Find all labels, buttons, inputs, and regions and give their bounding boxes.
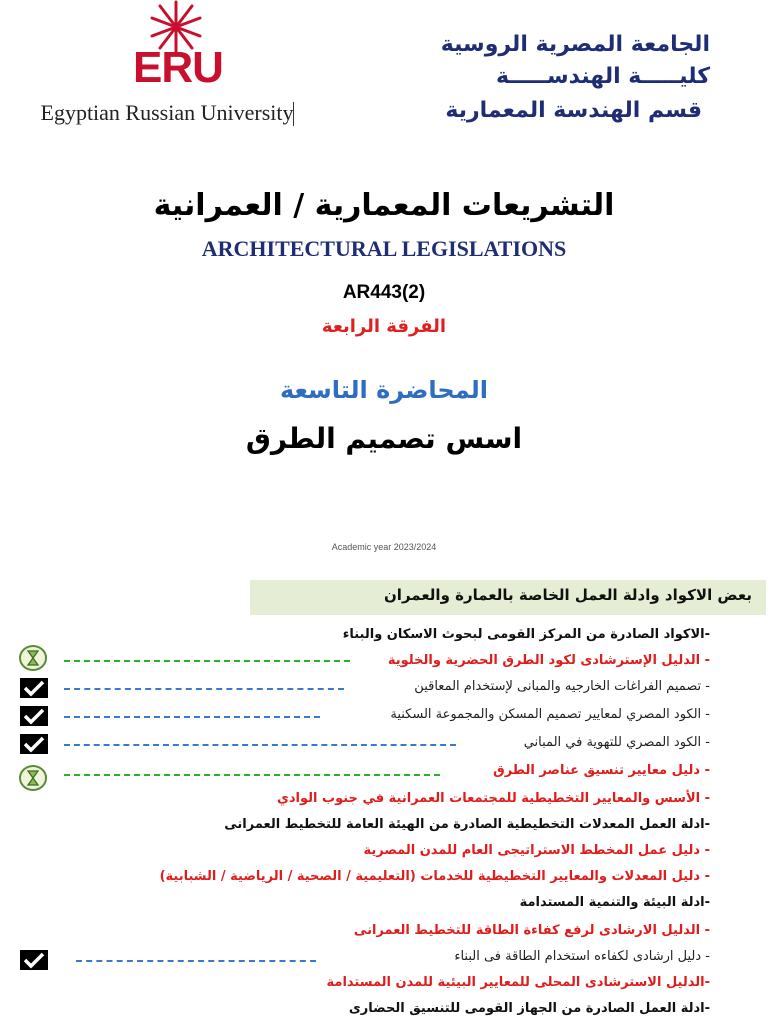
lecture-subject: اسس تصميم الطرق xyxy=(245,422,523,455)
dashed-leader xyxy=(64,688,344,690)
check-icon xyxy=(20,678,48,698)
course-code: AR443(2) xyxy=(342,282,426,303)
dashed-leader xyxy=(76,960,316,962)
department-name: قسم الهندسة المعمارية xyxy=(445,98,702,123)
list-item: - الكود المصري للتهوية في المباني xyxy=(523,735,710,750)
dashed-leader xyxy=(64,744,456,746)
logo-university-name: Egyptian Russian University xyxy=(36,100,298,126)
list-item: - الدليل الارشادى لرفع كفاءة الطاقة للتخطيط العمرانى xyxy=(353,923,710,938)
grade-level: الفرقة الرابعة xyxy=(321,316,447,337)
list-item: - دليل المعدلات والمعايير التخطيطية للخدمات (التعليمية / الصحية / الرياضية / الشبابية) xyxy=(159,869,710,884)
dashed-leader xyxy=(64,774,440,776)
list-item: -الاكواد الصادرة من المركز القومى لبحوث الاسكان والبناء xyxy=(342,627,710,642)
academic-year: Academic year 2023/2024 xyxy=(331,542,437,552)
lecture-number: المحاضرة التاسعة xyxy=(279,376,489,404)
list-item: - الدليل الإسترشادى لكود الطرق الحضرية والخلوية xyxy=(387,653,710,668)
list-item: - الأسس والمعايير التخطيطية للمجتمعات العمرانية في جنوب الوادي xyxy=(276,791,710,806)
hourglass-icon xyxy=(18,644,48,672)
logo-acronym: ERU xyxy=(133,43,223,92)
list-item: - دليل عمل المخطط الاستراتيجى العام للمدن المصرية xyxy=(363,843,710,858)
list-item: - تصميم الفراغات الخارجيه والمبانى لإستخدام المعاقين xyxy=(414,679,710,694)
check-icon xyxy=(20,706,48,726)
list-item: -ادلة البيئة والتنمية المستدامة xyxy=(519,895,710,910)
faculty-name: كليـــــة الهندســـــة xyxy=(496,64,710,89)
hourglass-icon xyxy=(18,764,48,792)
list-item: - دليل معايير تنسيق عناصر الطرق xyxy=(493,763,710,778)
course-title-en: ARCHITECTURAL LEGISLATIONS xyxy=(201,236,567,261)
list-item: - الكود المصري لمعايير تصميم المسكن والمجموعة السكنية xyxy=(390,707,710,722)
dashed-leader xyxy=(64,716,320,718)
check-icon xyxy=(20,734,48,754)
list-item: - دليل ارشادى لكفاءه استخدام الطاقة فى البناء xyxy=(454,949,710,964)
list-item: -ادلة العمل الصادرة من الجهاز القومى للتنسيق الحضارى xyxy=(348,1001,710,1016)
course-title-ar: التشريعات المعمارية / العمرانية xyxy=(153,188,615,223)
dashed-leader xyxy=(64,660,350,662)
list-item: -الدليل الاسترشادى المحلى للمعايير البيئية للمدن المستدامة xyxy=(326,975,710,990)
section-banner: بعض الاكواد وادلة العمل الخاصة بالعمارة والعمران xyxy=(250,580,766,615)
eru-logo xyxy=(36,0,298,140)
list-item: -ادلة العمل المعدلات التخطيطية الصادرة من الهيئة العامة للتخطيط العمرانى xyxy=(224,817,710,832)
university-name: الجامعة المصرية الروسية xyxy=(440,32,710,57)
check-icon xyxy=(20,950,48,970)
